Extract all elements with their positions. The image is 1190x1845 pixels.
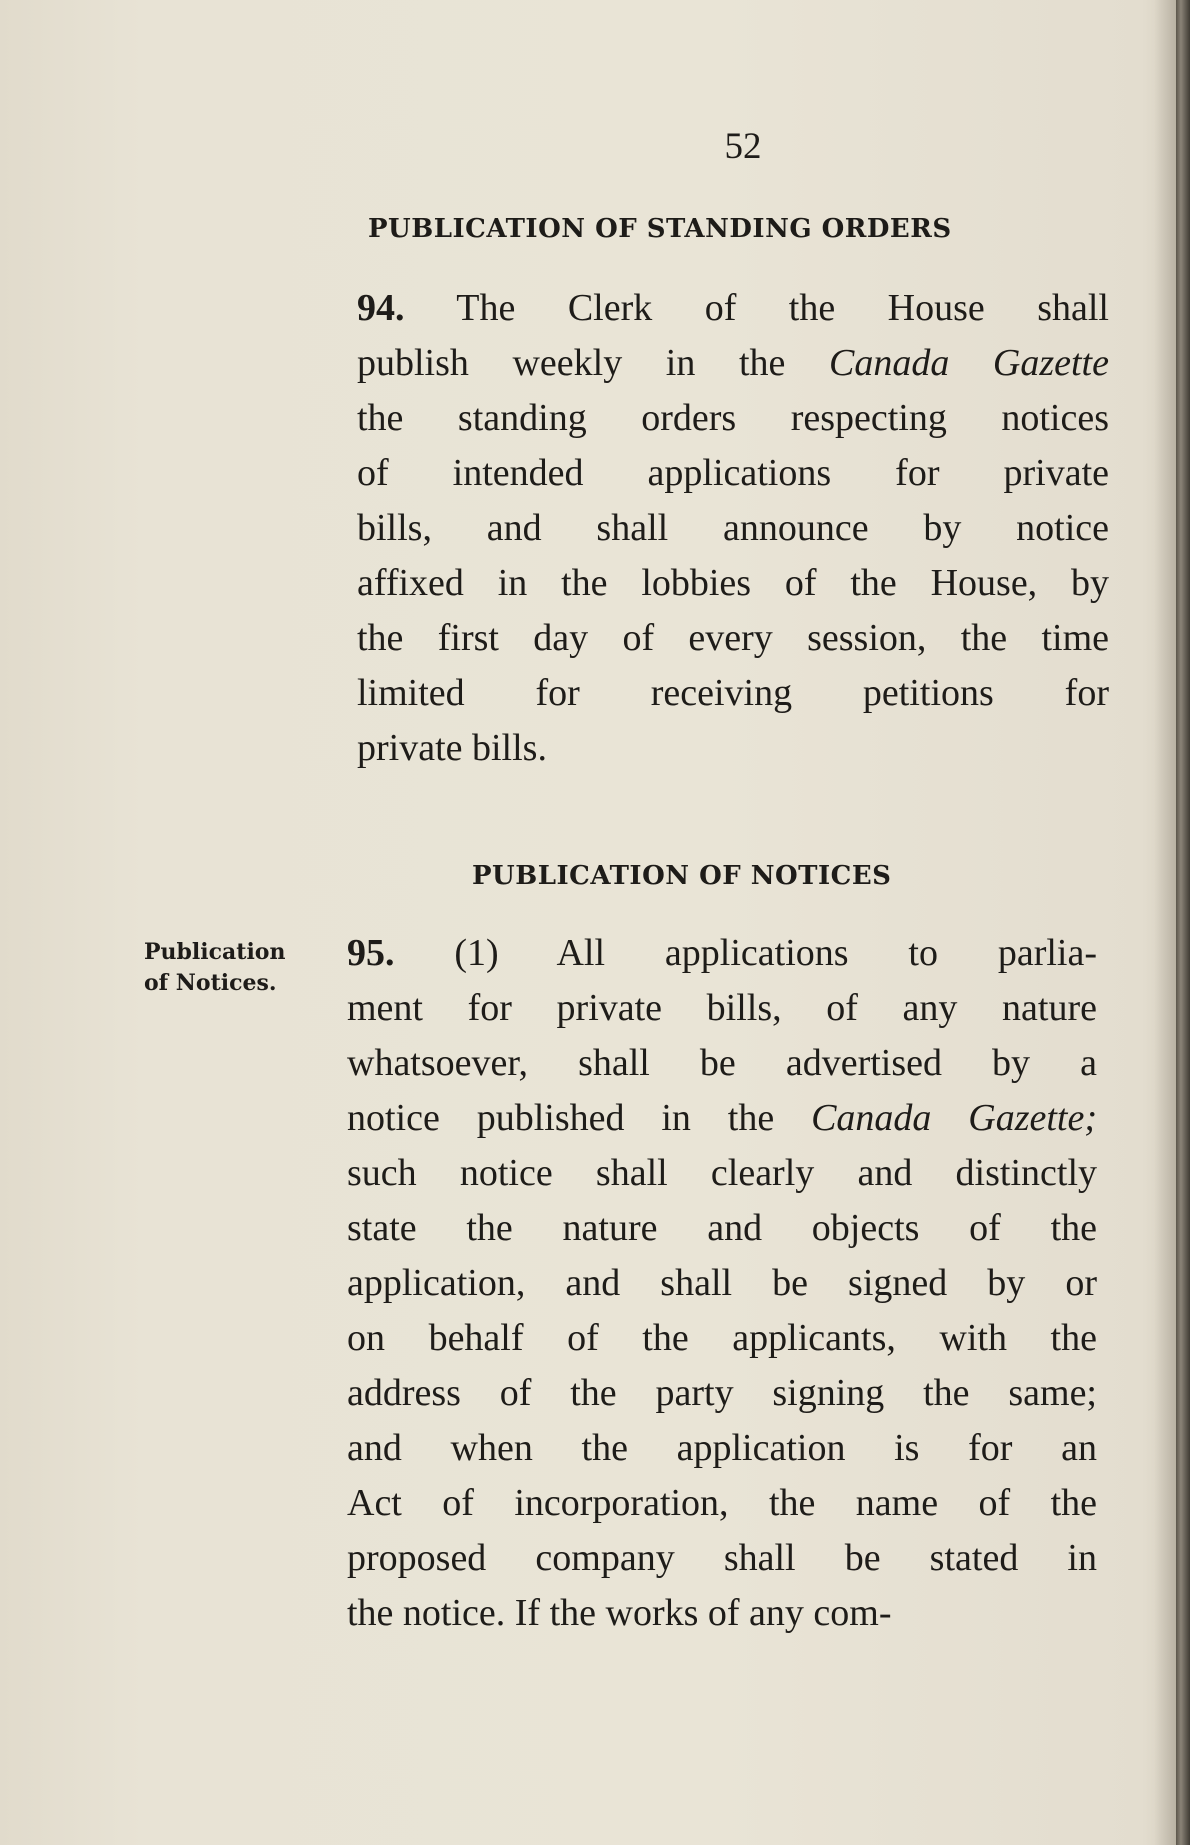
text-line <box>357 611 1109 666</box>
text-line <box>357 281 1109 336</box>
line-text: publish weekly in the <box>357 342 829 384</box>
line-text: affixed in the lobbies of the House, by <box>357 562 1109 604</box>
text-line <box>347 1311 1097 1366</box>
section-94 <box>357 281 1109 776</box>
line-text: whatsoever, shall be advertised by a <box>347 1042 1097 1084</box>
line-text: private bills. <box>357 727 547 769</box>
text-line <box>347 1586 1097 1641</box>
text-line <box>347 1146 1097 1201</box>
page-gutter-shadow <box>1154 0 1176 1845</box>
book-spine-edge <box>1176 0 1190 1845</box>
text-line <box>347 1366 1097 1421</box>
margin-note-line-2: of Notices. <box>144 970 277 996</box>
text-line <box>347 1531 1097 1586</box>
text-line <box>347 926 1097 981</box>
line-text: proposed company shall be stated in <box>347 1537 1097 1579</box>
line-text: state the nature and objects of the <box>347 1207 1097 1249</box>
line-text: notice published in the <box>347 1097 812 1139</box>
italic-title: Canada Gazette <box>828 342 1109 384</box>
text-line <box>347 1091 1097 1146</box>
text-line <box>347 1256 1097 1311</box>
line-text: the notice. If the works of any com- <box>347 1592 892 1634</box>
line-text: The Clerk of the House shall <box>456 287 1109 329</box>
text-line <box>347 1476 1097 1531</box>
text-line <box>357 501 1109 556</box>
line-text: the standing orders respecting notices <box>357 397 1109 439</box>
text-line <box>347 981 1097 1036</box>
text-line <box>357 721 1109 776</box>
page-number: 52 <box>724 126 762 167</box>
line-text: on behalf of the applicants, with the <box>347 1317 1097 1359</box>
text-line <box>357 666 1109 721</box>
section-number: 94. <box>357 287 405 329</box>
italic-title: Canada Gazette; <box>811 1097 1098 1139</box>
text-line <box>357 391 1109 446</box>
section-number: 95. <box>347 932 395 974</box>
text-line <box>357 446 1109 501</box>
line-text: address of the party signing the same; <box>347 1372 1097 1414</box>
margin-note-line-1: Publication <box>144 939 286 965</box>
line-text: such notice shall clearly and distinctly <box>347 1152 1097 1194</box>
line-text: limited for receiving petitions for <box>357 672 1109 714</box>
line-text: (1) All applications to parlia- <box>454 932 1098 974</box>
text-line <box>347 1201 1097 1256</box>
line-text: and when the application is for an <box>347 1427 1097 1469</box>
heading-publication-of-standing-orders: PUBLICATION OF STANDING ORDERS <box>368 214 952 244</box>
line-text: the first day of every session, the time <box>357 617 1109 659</box>
line-text: application, and shall be signed by or <box>347 1262 1097 1304</box>
text-line <box>347 1036 1097 1091</box>
line-text: ment for private bills, of any nature <box>347 987 1097 1029</box>
line-text: of intended applications for private <box>357 452 1109 494</box>
section-95 <box>347 926 1097 1641</box>
text-line <box>357 336 1109 391</box>
line-text: Act of incorporation, the name of the <box>347 1482 1097 1524</box>
margin-note <box>144 937 304 999</box>
text-line <box>347 1421 1097 1476</box>
line-text: bills, and shall announce by notice <box>357 507 1109 549</box>
text-line <box>357 556 1109 611</box>
heading-publication-of-notices: PUBLICATION OF NOTICES <box>472 861 892 891</box>
